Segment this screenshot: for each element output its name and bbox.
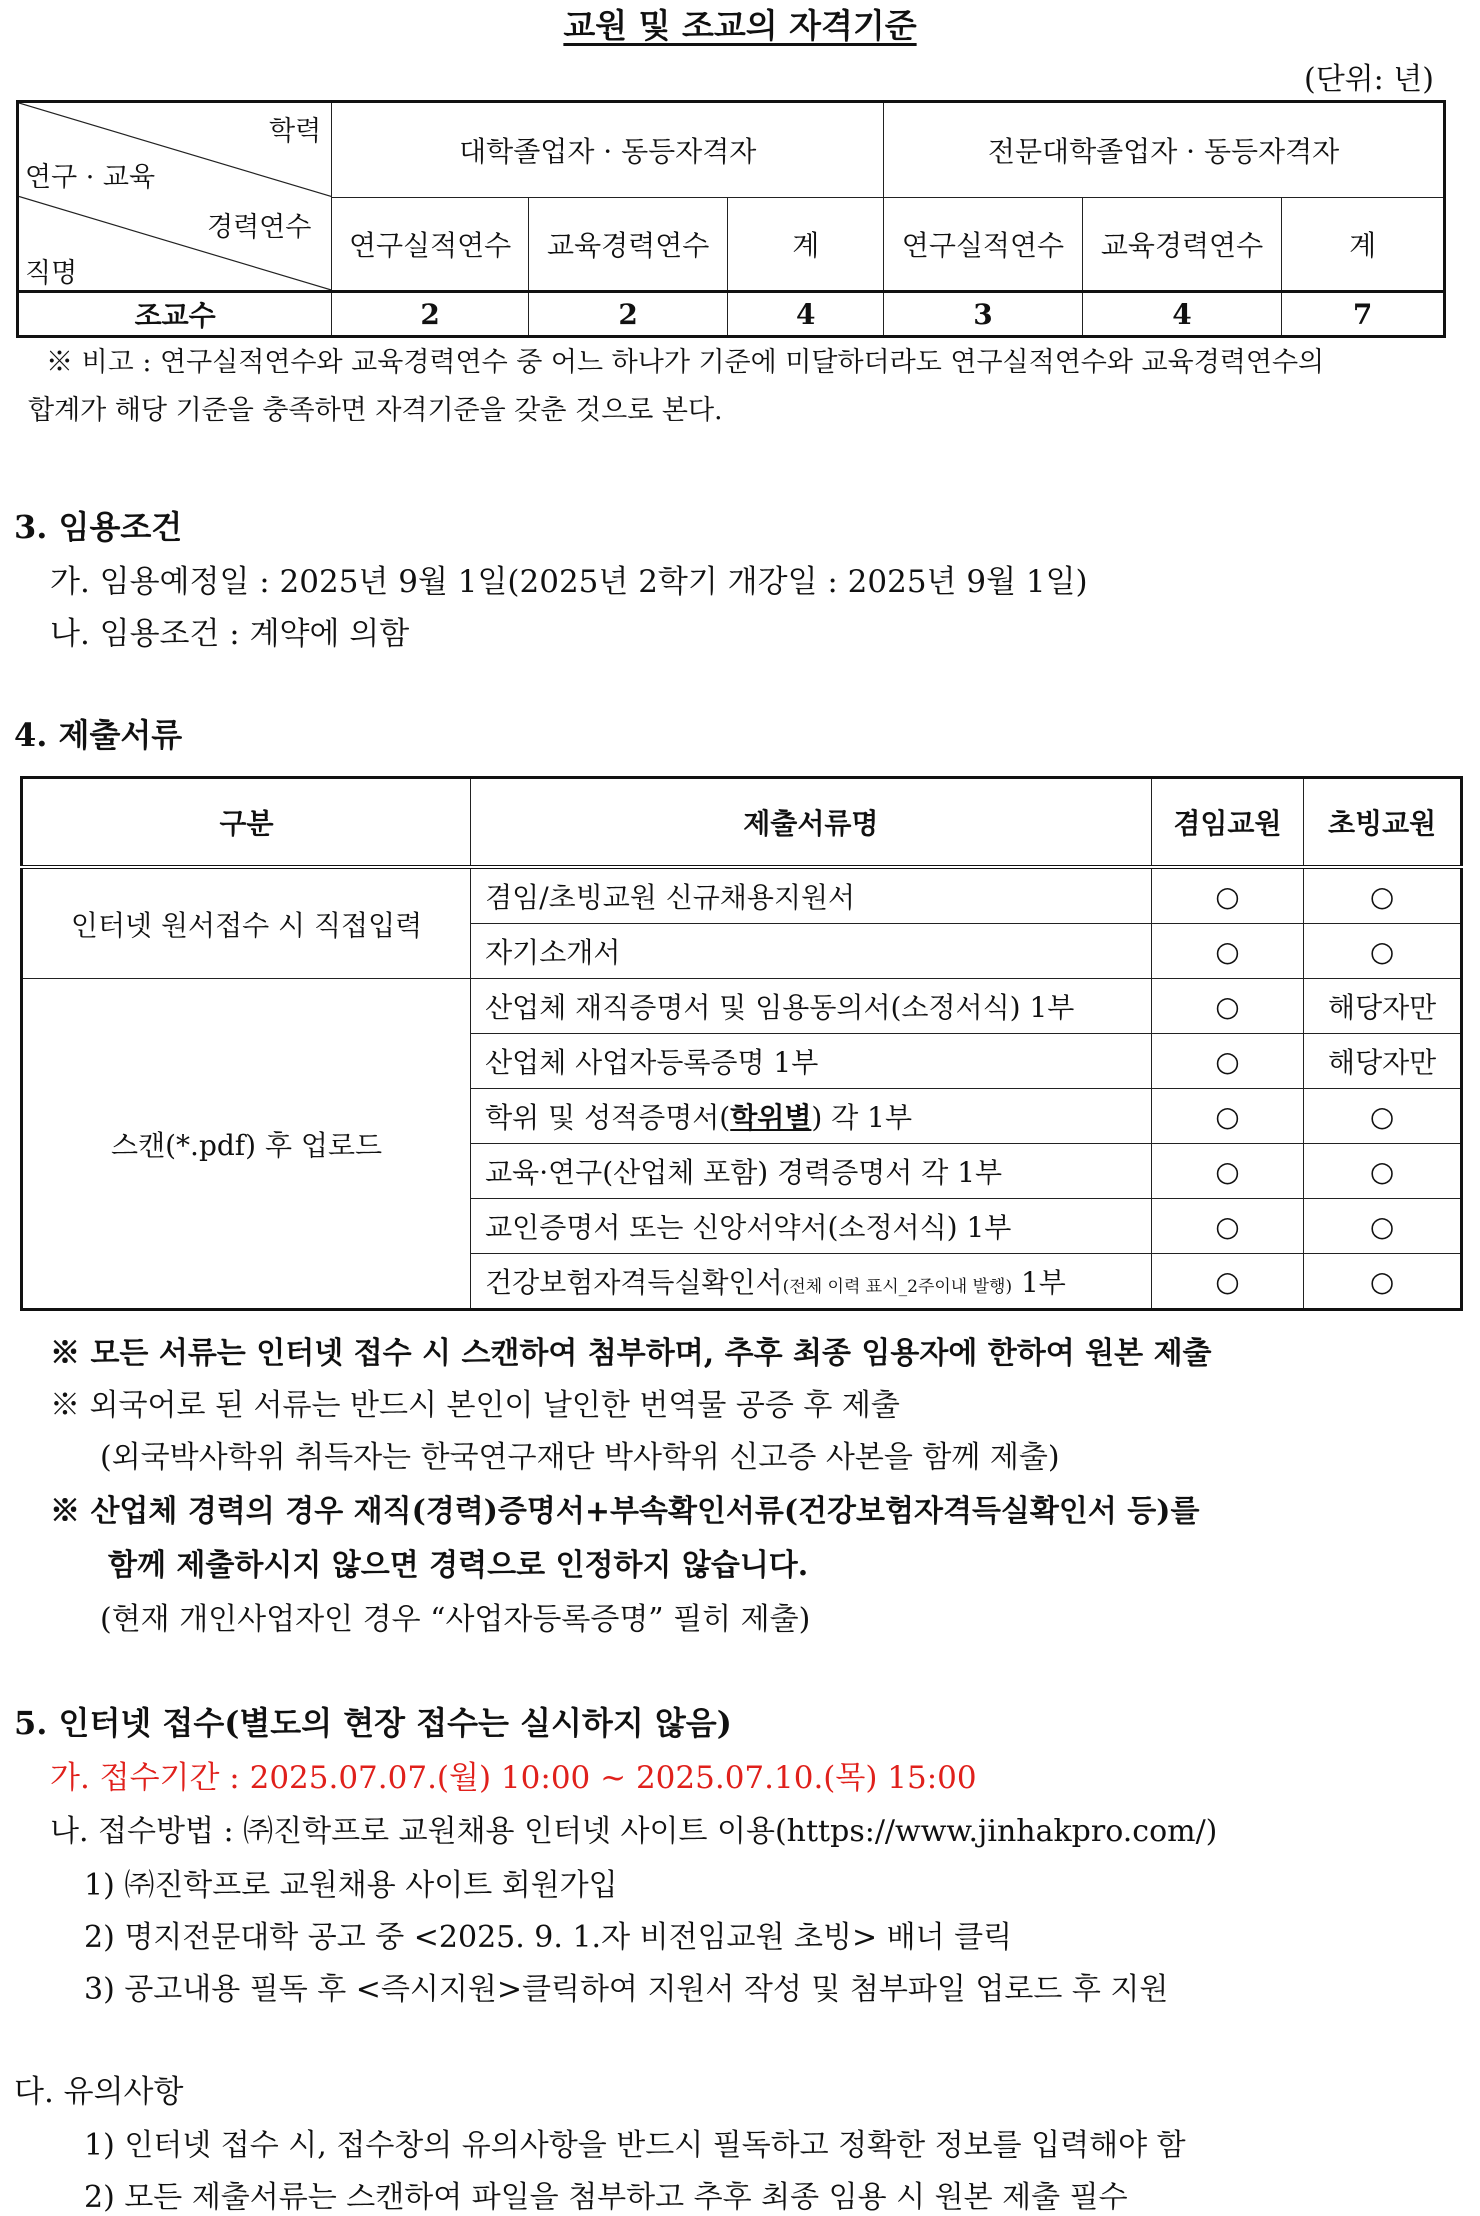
application-method: 나. 접수방법 : ㈜진학프로 교원채용 인터넷 사이트 이용(https://www.jinhakpro.com/) (50, 1814, 1218, 1849)
table-cell: 2 (528, 292, 728, 337)
section-3-heading: 3. 임용조건 (14, 508, 183, 546)
table-row (18, 292, 1445, 337)
method-step-1: 1) ㈜진학프로 교원채용 사이트 회원가입 (84, 1868, 618, 1903)
qualification-table (16, 100, 1446, 338)
method-step-3: 3) 공고내용 필독 후 <즉시지원>클릭하여 지원서 작성 및 첨부파일 업로드 후 지원 (84, 1972, 1169, 2007)
document-name-part: 1부 (1012, 1266, 1066, 1299)
section-5-heading: 5. 인터넷 접수(별도의 현장 접수는 실시하지 않음) (14, 1704, 732, 1742)
table-cell: 3 (884, 292, 1083, 337)
group-label-direct-input: 인터넷 원서접수 시 직접입력 (22, 867, 471, 979)
document-name: 교육·연구(산업체 포함) 경력증명서 각 1부 (471, 1144, 1151, 1199)
cautions-heading: 다. 유의사항 (14, 2074, 184, 2110)
sub-header: 계 (728, 198, 884, 292)
column-header: 구분 (22, 778, 471, 868)
mark-invited: ○ (1304, 1144, 1462, 1199)
docs-note-1: ※ 모든 서류는 인터넷 접수 시 스캔하여 첨부하며, 추후 최종 임용자에 한하여 원본 제출 (50, 1336, 1212, 1371)
document-name-part: 건강보험자격득실확인서 (485, 1266, 783, 1299)
group-label-scan-upload: 스캔(*.pdf) 후 업로드 (22, 979, 471, 1310)
mark-adjunct: ○ (1151, 924, 1304, 979)
section-3-item-b: 나. 임용조건 : 계약에 의함 (50, 616, 410, 652)
mark-invited: ○ (1304, 867, 1462, 924)
document-name: 자기소개서 (471, 924, 1151, 979)
mark-adjunct: ○ (1151, 1254, 1304, 1310)
page-title: 교원 및 조교의 자격기준 (563, 6, 917, 45)
mark-adjunct: ○ (1151, 867, 1304, 924)
sub-header: 연구실적연수 (332, 198, 529, 292)
mark-adjunct: ○ (1151, 1144, 1304, 1199)
remark-line-2: 합계가 해당 기준을 충족하면 자격기준을 갖춘 것으로 본다. (28, 395, 723, 426)
diagonal-header-cell (18, 102, 332, 292)
corner-label-education: 학력 (269, 116, 322, 147)
document-name-small: (전체 이력 표시_2주이내 발행) (782, 1277, 1013, 1297)
remark-line-1: ※ 비고 : 연구실적연수와 교육경력연수 중 어느 하나가 기준에 미달하더라도 연구실적연수와 교육경력연수의 (46, 347, 1325, 378)
sub-header: 연구실적연수 (884, 198, 1083, 292)
unit-label: (단위: 년) (1304, 62, 1434, 97)
group-header-university: 대학졸업자 · 동등자격자 (332, 102, 884, 198)
section-4-heading: 4. 제출서류 (14, 716, 183, 754)
mark-invited: ○ (1304, 1089, 1462, 1144)
document-name (471, 1254, 1151, 1310)
table-row (22, 867, 1462, 924)
column-header: 겸임교원 (1151, 778, 1304, 868)
mark-adjunct: ○ (1151, 979, 1304, 1034)
mark-invited: 해당자만 (1304, 979, 1462, 1034)
column-header: 초빙교원 (1304, 778, 1462, 868)
mark-invited: 해당자만 (1304, 1034, 1462, 1089)
table-cell: 2 (332, 292, 529, 337)
sub-header: 교육경력연수 (528, 198, 728, 292)
docs-note-2: ※ 외국어로 된 서류는 반드시 본인이 날인한 번역물 공증 후 제출 (50, 1388, 900, 1423)
section-3-item-a: 가. 임용예정일 : 2025년 9월 1일(2025년 2학기 개강일 : 2025년 9월 1일) (50, 564, 1088, 600)
document-name (471, 1089, 1151, 1144)
table-cell: 4 (728, 292, 884, 337)
group-header-college: 전문대학졸업자 · 동등자격자 (884, 102, 1445, 198)
document-name: 산업체 재직증명서 및 임용동의서(소정서식) 1부 (471, 979, 1151, 1034)
mark-adjunct: ○ (1151, 1034, 1304, 1089)
mark-invited: ○ (1304, 1254, 1462, 1310)
application-period: 가. 접수기간 : 2025.07.07.(월) 10:00 ~ 2025.07.10.(목) 15:00 (50, 1760, 977, 1796)
sub-header: 계 (1282, 198, 1445, 292)
caution-2: 2) 모든 제출서류는 스캔하여 파일을 첨부하고 추후 최종 임용 시 원본 제출 필수 (84, 2180, 1128, 2215)
mark-adjunct: ○ (1151, 1199, 1304, 1254)
docs-note-3: ※ 산업체 경력의 경우 재직(경력)증명서+부속확인서류(건강보험자격득실확인서 등)를 (50, 1494, 1200, 1529)
mark-invited: ○ (1304, 1199, 1462, 1254)
docs-note-2-detail: (외국박사학위 취득자는 한국연구재단 박사학위 신고증 사본을 함께 제출) (100, 1440, 1060, 1475)
sub-header: 교육경력연수 (1082, 198, 1282, 292)
table-row (22, 979, 1462, 1034)
document-name-emphasis: 학위별 (730, 1101, 812, 1134)
document-name: 산업체 사업자등록증명 1부 (471, 1034, 1151, 1089)
corner-label-years: 경력연수 (207, 212, 312, 243)
corner-label-research: 연구 · 교육 (25, 162, 156, 193)
docs-note-3-cont: 함께 제출하시지 않으면 경력으로 인정하지 않습니다. (108, 1548, 809, 1583)
row-label: 조교수 (18, 292, 332, 337)
document-name: 교인증명서 또는 신앙서약서(소정서식) 1부 (471, 1199, 1151, 1254)
document-name-part: ) 각 1부 (811, 1101, 913, 1134)
mark-adjunct: ○ (1151, 1089, 1304, 1144)
corner-label-position: 직명 (25, 258, 78, 289)
column-header: 제출서류명 (471, 778, 1151, 868)
document-name: 겸임/초빙교원 신규채용지원서 (471, 867, 1151, 924)
document-name-part: 학위 및 성적증명서( (485, 1101, 731, 1134)
method-step-2: 2) 명지전문대학 공고 중 <2025. 9. 1.자 비전임교원 초빙> 배너 클릭 (84, 1920, 1013, 1955)
documents-table (20, 776, 1463, 1311)
table-cell: 7 (1282, 292, 1445, 337)
table-cell: 4 (1082, 292, 1282, 337)
caution-1: 1) 인터넷 접수 시, 접수창의 유의사항을 반드시 필독하고 정확한 정보를 입력해야 함 (84, 2128, 1186, 2163)
mark-invited: ○ (1304, 924, 1462, 979)
docs-note-3-detail: (현재 개인사업자인 경우 “사업자등록증명” 필히 제출) (100, 1602, 811, 1637)
